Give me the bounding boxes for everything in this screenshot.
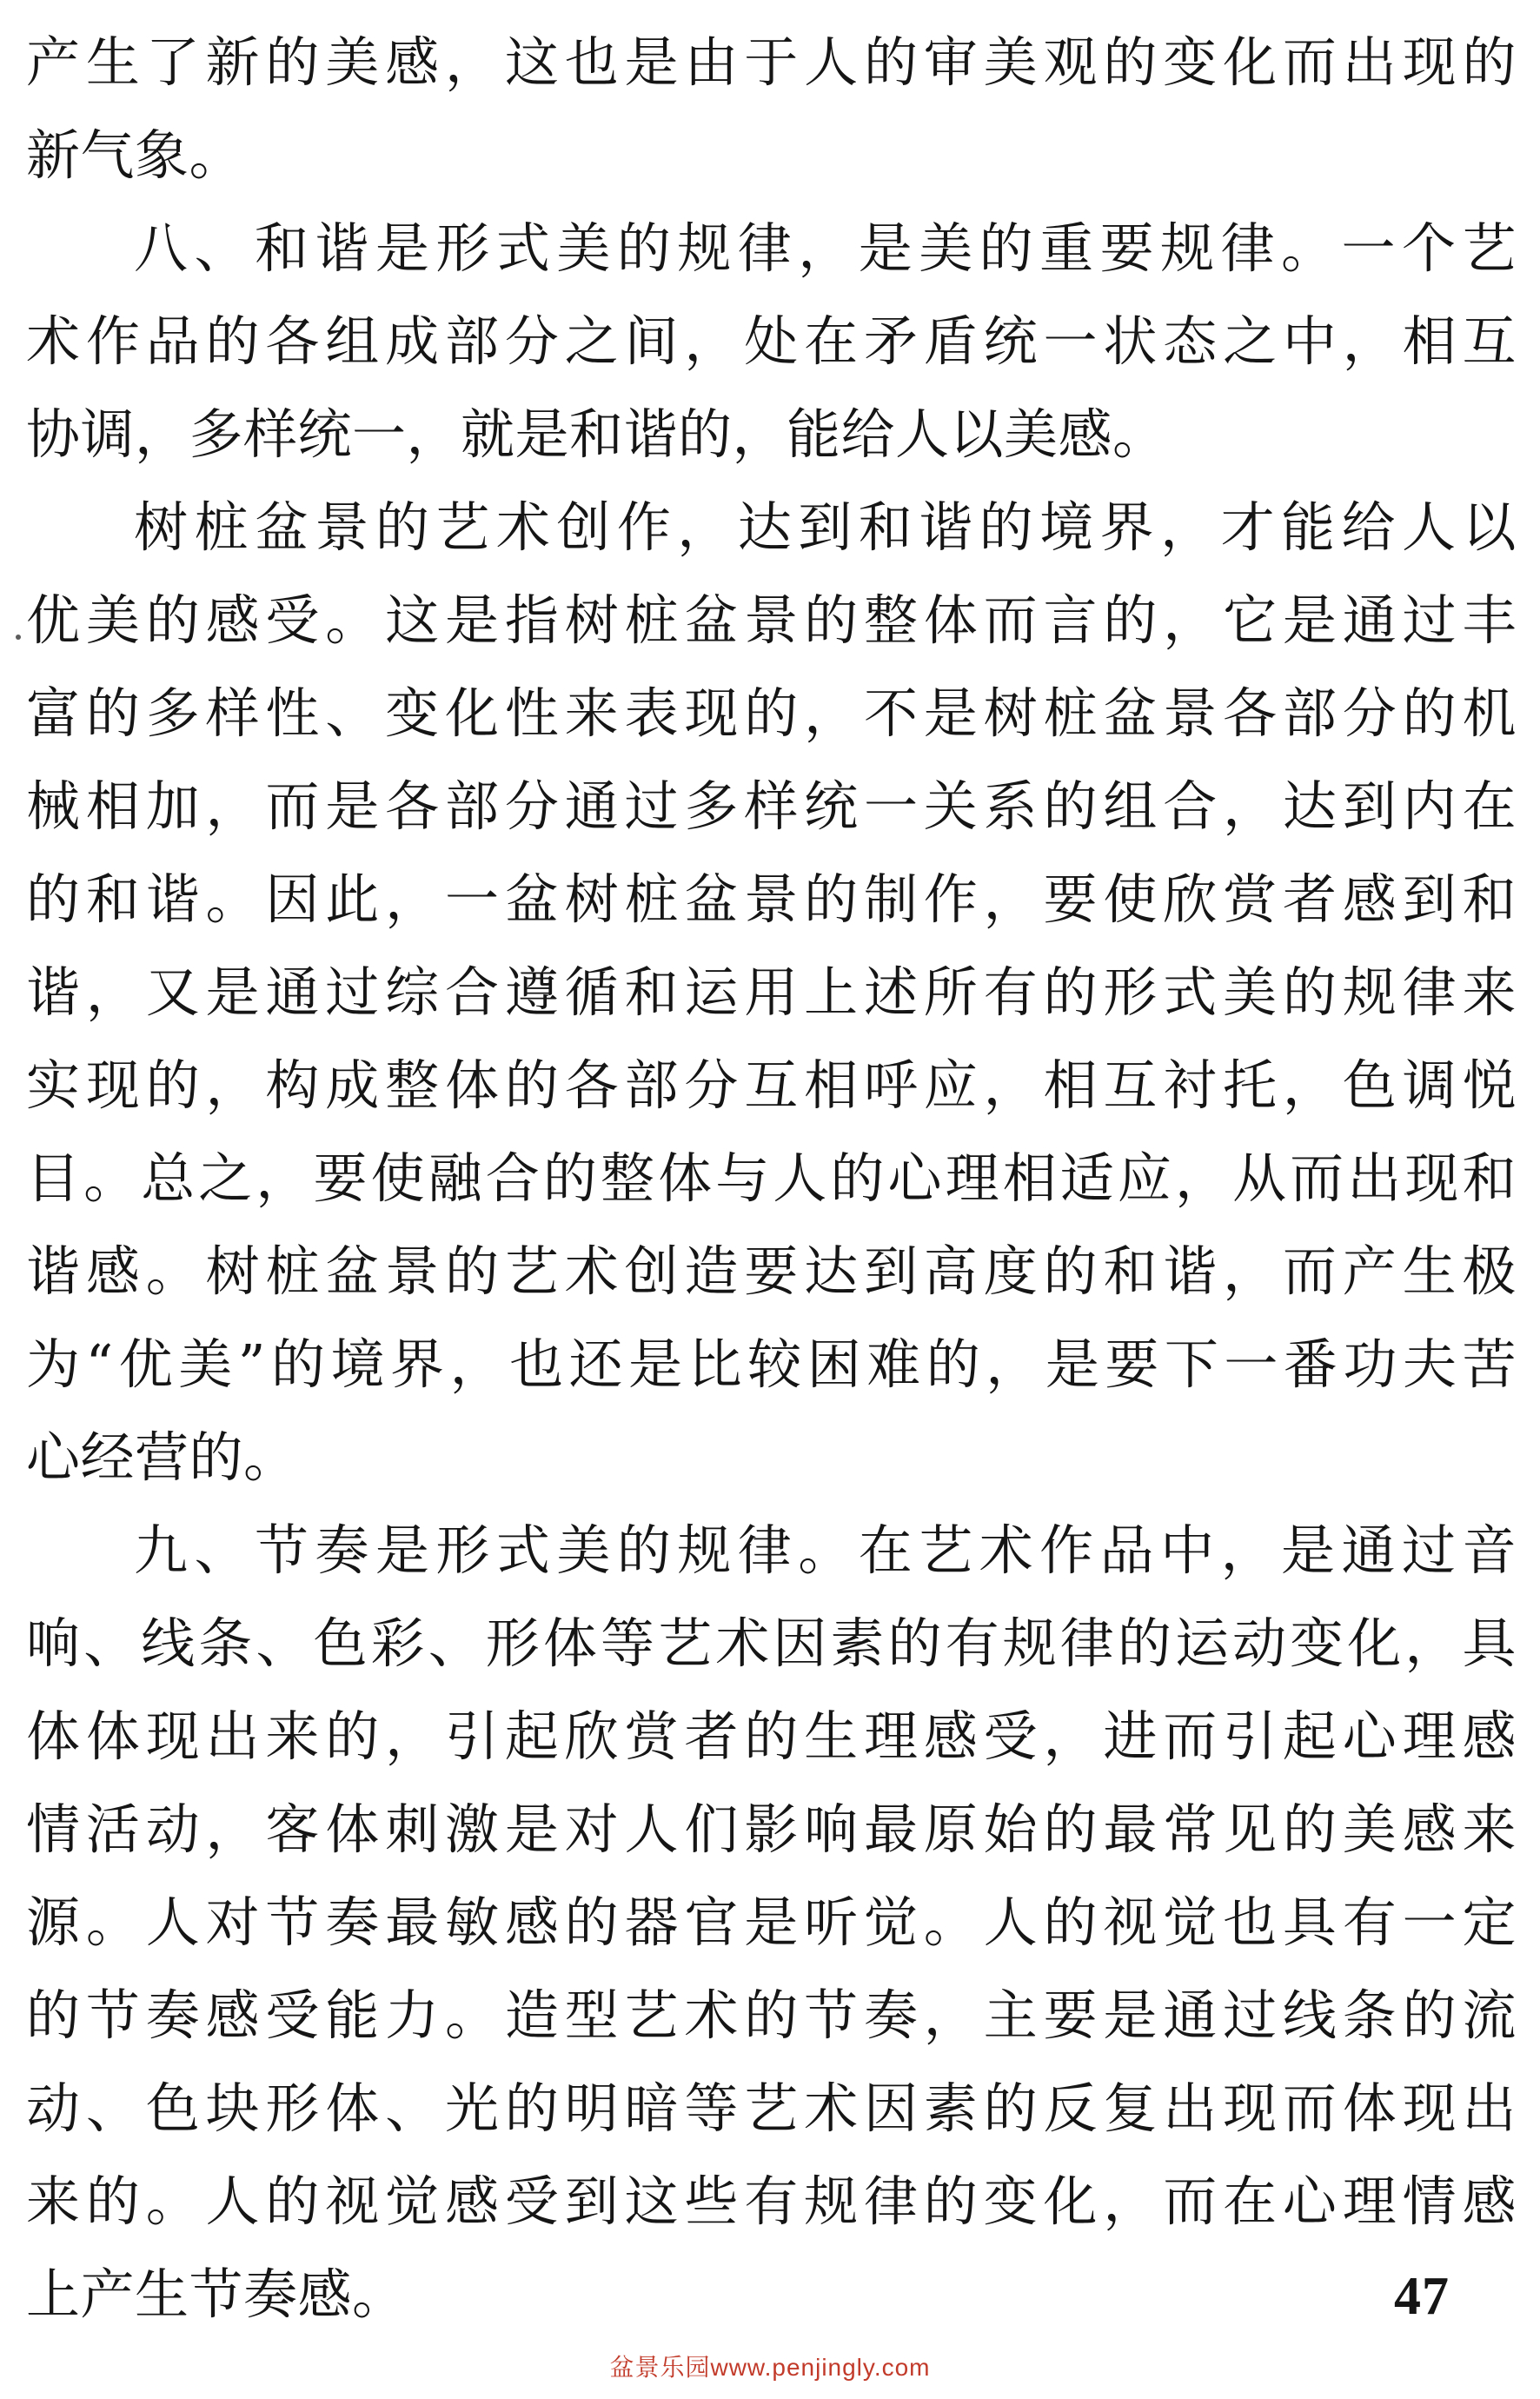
watermark-text: 盆景乐园www.penjingly.com bbox=[609, 2354, 931, 2381]
text-line: 产生了新的美感，这也是由于人的审美观的变化而出现的 bbox=[26, 30, 1517, 94]
text-line: 械相加，而是各部分通过多样统一关系的组合，达到内在 bbox=[26, 774, 1517, 838]
text-line: 的节奏感受能力。造型艺术的节奏，主要是通过线条的流 bbox=[26, 1984, 1517, 2047]
text-line: 情活动，客体刺激是对人们影响最原始的最常见的美感来 bbox=[26, 1798, 1517, 1861]
text-line: 谐感。树桩盆景的艺术创造要达到高度的和谐，而产生极 bbox=[26, 1239, 1517, 1303]
text-line: 优美的感受。这是指树桩盆景的整体而言的，它是通过丰 bbox=[26, 588, 1517, 652]
text-line: 动、色块形体、光的明暗等艺术因素的反复出现而体现出 bbox=[26, 2077, 1517, 2140]
text-line: 源。人对节奏最敏感的器官是听觉。人的视觉也具有一定 bbox=[26, 1891, 1517, 1954]
text-line: 体体现出来的，引起欣赏者的生理感受，进而引起心理感 bbox=[26, 1705, 1517, 1768]
text-line: 协调，多样统一，就是和谐的，能给人以美感。 bbox=[26, 402, 1167, 466]
text-line: 实现的，构成整体的各部分互相呼应，相互衬托，色调悦 bbox=[26, 1053, 1517, 1117]
text-line: 术作品的各组成部分之间，处在矛盾统一状态之中，相互 bbox=[26, 309, 1517, 373]
text-line: 目。总之，要使融合的整体与人的心理相适应，从而出现和 bbox=[26, 1146, 1517, 1210]
paper-mark bbox=[16, 635, 21, 640]
text-line: 富的多样性、变化性来表现的，不是树桩盆景各部分的机 bbox=[26, 681, 1517, 745]
text-line: 谐，又是通过综合遵循和运用上述所有的形式美的规律来 bbox=[26, 960, 1517, 1024]
text-line: 心经营的。 bbox=[26, 1425, 298, 1489]
text-line: 为“优美”的境界，也还是比较困难的，是要下一番功夫苦 bbox=[26, 1332, 1517, 1396]
text-line: 新气象。 bbox=[26, 123, 244, 187]
text-line: 八、和谐是形式美的规律，是美的重要规律。一个艺 bbox=[134, 216, 1517, 280]
text-line: 响、线条、色彩、形体等艺术因素的有规律的运动变化，具 bbox=[26, 1612, 1517, 1675]
body-text bbox=[26, 16, 1517, 2341]
text-line: 来的。人的视觉感受到这些有规律的变化，而在心理情感 bbox=[26, 2170, 1517, 2233]
text-line: 的和谐。因此，一盆树桩盆景的制作，要使欣赏者感到和 bbox=[26, 867, 1517, 931]
page-number: 47 bbox=[1394, 2267, 1450, 2326]
text-line: 上产生节奏感。 bbox=[26, 2263, 407, 2326]
text-line: 九、节奏是形式美的规律。在艺术作品中，是通过音 bbox=[134, 1518, 1517, 1582]
text-line: 树桩盆景的艺术创作，达到和谐的境界，才能给人以 bbox=[134, 495, 1517, 559]
